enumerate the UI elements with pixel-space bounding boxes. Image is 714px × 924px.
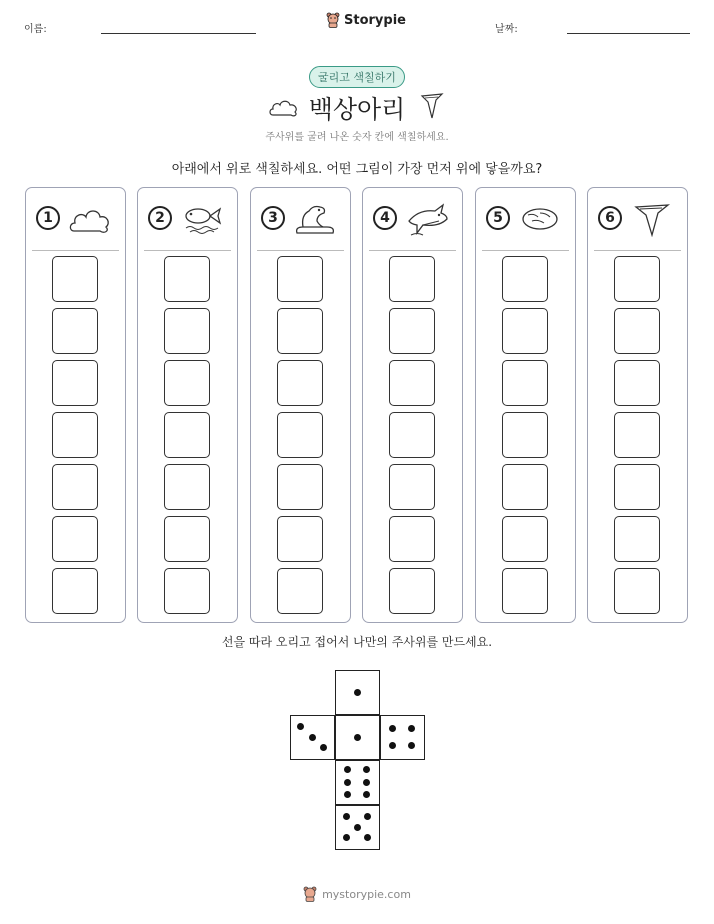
color-cell[interactable] xyxy=(389,464,435,510)
dice-pip xyxy=(408,742,415,749)
color-cell[interactable] xyxy=(277,360,323,406)
color-cell[interactable] xyxy=(389,308,435,354)
dice-pip xyxy=(389,742,396,749)
color-cell[interactable] xyxy=(52,256,98,302)
column-5 xyxy=(475,187,576,623)
dice-pip xyxy=(363,779,370,786)
logo-text: Storypie xyxy=(344,12,406,28)
color-cell[interactable] xyxy=(502,308,548,354)
column-divider xyxy=(594,250,681,251)
column-divider xyxy=(369,250,456,251)
color-cell[interactable] xyxy=(389,360,435,406)
column-4 xyxy=(362,187,463,623)
dice-pip xyxy=(389,725,396,732)
dice-pip xyxy=(343,834,350,841)
color-cell[interactable] xyxy=(389,412,435,458)
column-6 xyxy=(587,187,688,623)
dice-instruction: 선을 따라 오리고 접어서 나만의 주사위를 만드세요. xyxy=(221,635,493,649)
color-cell[interactable] xyxy=(277,516,323,562)
color-cell[interactable] xyxy=(164,464,210,510)
logo xyxy=(326,12,406,28)
activity-badge: 굴리고 색칠하기 xyxy=(309,66,405,88)
footer xyxy=(0,886,714,902)
dice-face-4 xyxy=(380,715,425,760)
color-cell[interactable] xyxy=(164,360,210,406)
color-cell[interactable] xyxy=(164,568,210,614)
name-label: 이름: xyxy=(24,24,47,35)
dice-pip xyxy=(344,791,351,798)
column-3 xyxy=(250,187,351,623)
column-divider xyxy=(144,250,231,251)
shark-tooth-icon xyxy=(630,201,674,237)
cloud-icon xyxy=(68,201,112,237)
color-cell[interactable] xyxy=(614,308,660,354)
dice-face-3 xyxy=(290,715,335,760)
dice-pip xyxy=(344,779,351,786)
color-cell[interactable] xyxy=(52,360,98,406)
color-cell[interactable] xyxy=(277,412,323,458)
color-cell[interactable] xyxy=(614,256,660,302)
seal-icon xyxy=(293,201,337,237)
color-cell[interactable] xyxy=(277,568,323,614)
bear-logo-icon xyxy=(326,12,340,28)
dice-face-5 xyxy=(335,805,380,850)
color-cell[interactable] xyxy=(164,256,210,302)
shark-icon xyxy=(405,201,449,237)
dice-face-1 xyxy=(335,670,380,715)
color-cell[interactable] xyxy=(614,360,660,406)
color-cell[interactable] xyxy=(164,516,210,562)
shark-tooth-icon xyxy=(420,92,444,120)
color-cell[interactable] xyxy=(502,256,548,302)
color-cell[interactable] xyxy=(389,516,435,562)
color-cell[interactable] xyxy=(502,516,548,562)
color-cell[interactable] xyxy=(614,412,660,458)
color-cell[interactable] xyxy=(52,568,98,614)
color-cell[interactable] xyxy=(277,256,323,302)
date-line[interactable] xyxy=(567,33,690,34)
dice-pip xyxy=(344,766,351,773)
column-divider xyxy=(32,250,119,251)
color-cell[interactable] xyxy=(614,568,660,614)
column-1 xyxy=(25,187,126,623)
color-cell[interactable] xyxy=(164,412,210,458)
fish-fillet-icon xyxy=(518,201,562,237)
color-cell[interactable] xyxy=(277,464,323,510)
color-cell[interactable] xyxy=(502,568,548,614)
name-line[interactable] xyxy=(101,33,256,34)
column-number: 3 xyxy=(261,206,285,230)
color-cell[interactable] xyxy=(614,516,660,562)
color-cell[interactable] xyxy=(389,568,435,614)
column-number: 4 xyxy=(373,206,397,230)
page-title: 백상아리 xyxy=(308,95,406,124)
fish-icon xyxy=(180,201,224,237)
footer-url[interactable]: mystorypie.com xyxy=(322,887,411,901)
color-cell[interactable] xyxy=(614,464,660,510)
dice-pip xyxy=(297,723,304,730)
color-cell[interactable] xyxy=(52,412,98,458)
column-divider xyxy=(482,250,569,251)
dice-pip xyxy=(343,813,350,820)
color-cell[interactable] xyxy=(389,256,435,302)
dice-pip xyxy=(364,834,371,841)
color-cell[interactable] xyxy=(502,360,548,406)
dice-pip xyxy=(354,734,361,741)
dice-face-1 xyxy=(335,715,380,760)
bear-logo-icon xyxy=(303,886,317,902)
column-divider xyxy=(257,250,344,251)
column-number: 1 xyxy=(36,206,60,230)
dice-pip xyxy=(354,689,361,696)
column-2 xyxy=(137,187,238,623)
dice-pip xyxy=(354,824,361,831)
dice-pip xyxy=(320,744,327,751)
color-cell[interactable] xyxy=(502,464,548,510)
color-cell[interactable] xyxy=(52,308,98,354)
color-cell[interactable] xyxy=(502,412,548,458)
date-label: 날짜: xyxy=(495,24,518,35)
instruction: 아래에서 위로 색칠하세요. 어떤 그림이 가장 먼저 위에 닿을까요? xyxy=(171,162,543,177)
dice-pip xyxy=(363,791,370,798)
column-number: 2 xyxy=(148,206,172,230)
dice-pip xyxy=(309,734,316,741)
subtitle: 주사위를 굴려 나온 숫자 칸에 색칠하세요. xyxy=(265,132,449,143)
color-cell[interactable] xyxy=(52,516,98,562)
color-cell[interactable] xyxy=(277,308,323,354)
dice-pip xyxy=(364,813,371,820)
dice-face-6 xyxy=(335,760,380,805)
color-cell[interactable] xyxy=(164,308,210,354)
column-number: 6 xyxy=(598,206,622,230)
dice-pip xyxy=(363,766,370,773)
dice-pip xyxy=(408,725,415,732)
column-number: 5 xyxy=(486,206,510,230)
color-cell[interactable] xyxy=(52,464,98,510)
